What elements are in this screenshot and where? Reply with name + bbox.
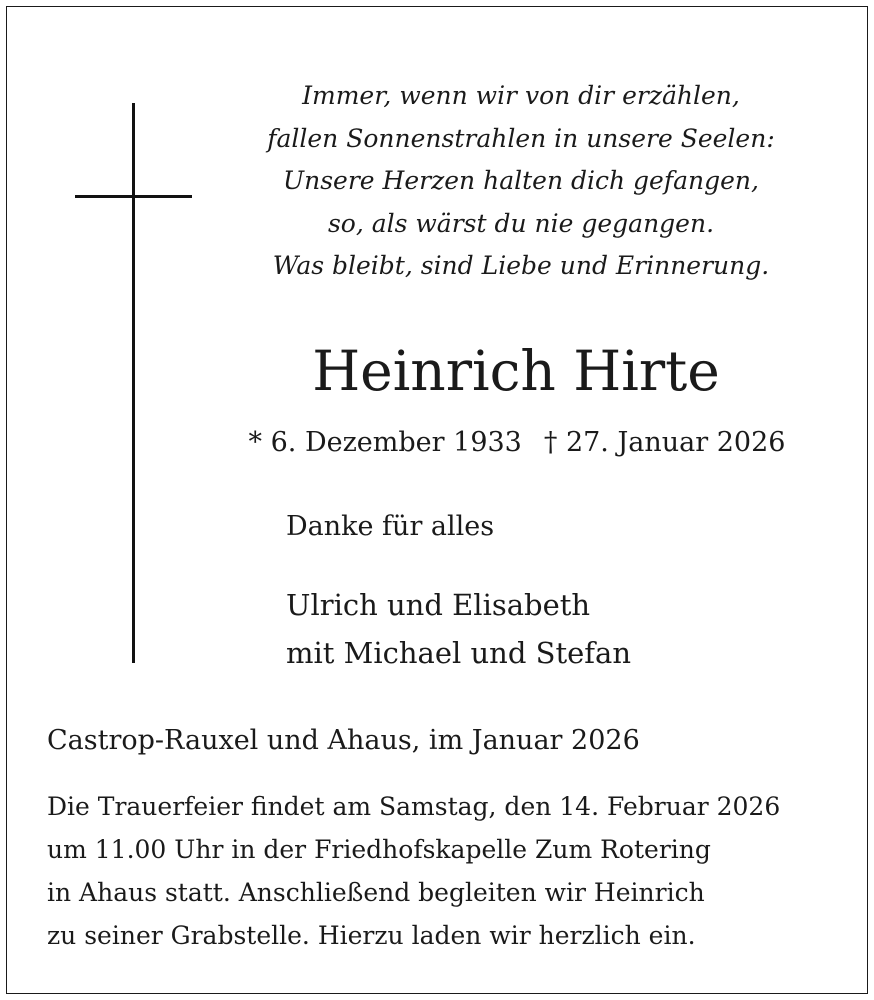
birth-date: * 6. Dezember 1933 bbox=[248, 427, 522, 458]
memorial-poem bbox=[247, 75, 795, 288]
cross-horizontal-bar bbox=[75, 195, 192, 198]
deceased-name: Heinrich Hirte bbox=[312, 339, 720, 403]
death-date: † 27. Januar 2026 bbox=[543, 427, 786, 458]
poem-line: so, als wärst du nie gegangen. bbox=[327, 208, 715, 238]
info-line: Die Trauerfeier findet am Samstag, den 14. Februar 2026 bbox=[47, 792, 781, 821]
obituary-notice bbox=[6, 6, 868, 994]
info-line: zu seiner Grabstelle. Hierzu laden wir herzlich ein. bbox=[47, 921, 696, 950]
info-line: um 11.00 Uhr in der Friedhofskapelle Zum Rotering bbox=[47, 835, 711, 864]
mourners-line: Ulrich und Elisabeth bbox=[286, 588, 591, 622]
thanks-text: Danke für alles bbox=[286, 511, 495, 542]
mourners bbox=[286, 581, 631, 677]
poem-line: fallen Sonnenstrahlen in unsere Seelen: bbox=[267, 123, 775, 153]
life-dates bbox=[207, 423, 827, 463]
poem-line: Immer, wenn wir von dir erzählen, bbox=[302, 81, 740, 110]
mourners-line: mit Michael und Stefan bbox=[286, 636, 631, 670]
info-line: in Ahaus statt. Anschließend begleiten wir Heinrich bbox=[47, 878, 705, 907]
place-and-date: Castrop-Rauxel und Ahaus, im Januar 2026 bbox=[47, 725, 640, 756]
cross-vertical-bar bbox=[132, 103, 135, 663]
funeral-information bbox=[47, 785, 780, 957]
poem-line: Was bleibt, sind Liebe und Erinnerung. bbox=[272, 251, 770, 281]
poem-line: Unsere Herzen halten dich gefangen, bbox=[283, 166, 759, 196]
